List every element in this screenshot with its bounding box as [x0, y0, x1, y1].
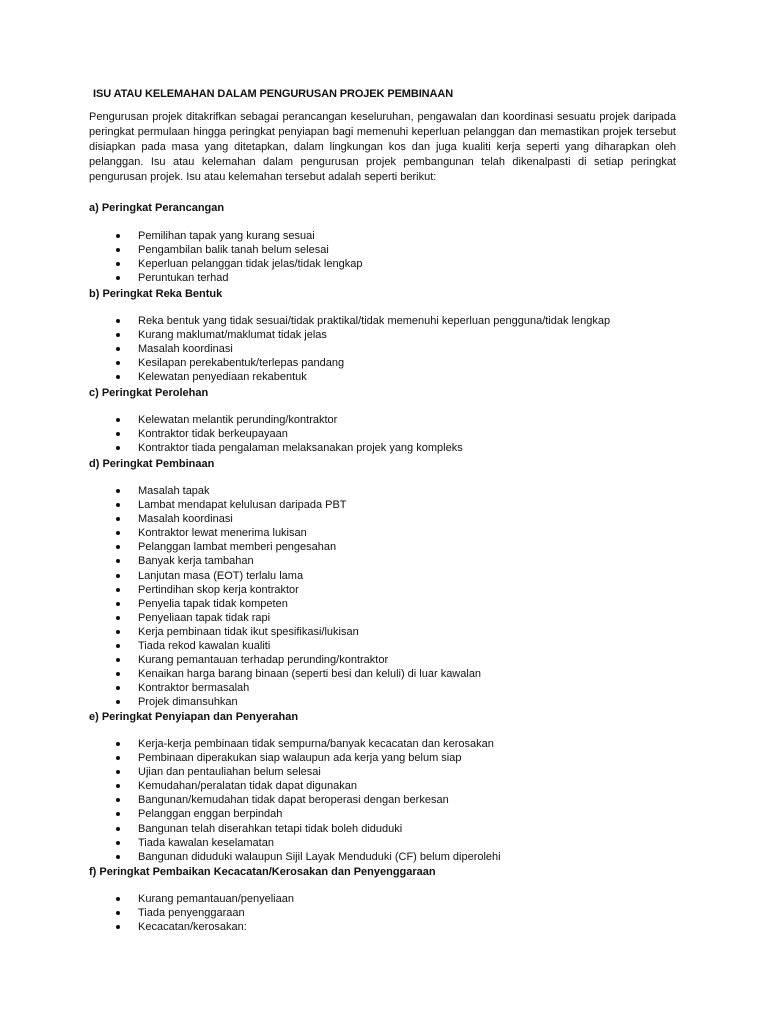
list-item-text: Kontraktor tiada pengalaman melaksanakan projek yang kompleks	[138, 442, 463, 455]
list-item-text: Masalah koordinasi	[138, 513, 233, 526]
list-item-text: Pengambilan balik tanah belum selesai	[138, 244, 329, 257]
bullet-icon	[116, 644, 120, 648]
bullet-icon	[116, 897, 120, 901]
list-item-text: Bangunan/kemudahan tidak dapat beroperasi dengan berkesan	[138, 794, 449, 807]
list-item-text: Kontraktor tidak berkeupayaan	[138, 428, 288, 441]
list-item	[0, 441, 463, 455]
bullet-icon	[116, 798, 120, 802]
bullet-icon	[116, 812, 120, 816]
list-item	[0, 271, 362, 285]
list-item-text: Kurang pemantauan/penyeliaan	[138, 893, 294, 905]
bullet-list-perolehan	[0, 413, 463, 455]
bullet-icon	[116, 503, 120, 507]
list-item	[0, 822, 501, 836]
list-item	[0, 611, 481, 625]
bullet-icon	[116, 446, 120, 450]
list-item-text: Pelanggan enggan berpindah	[138, 808, 283, 821]
bullet-icon	[116, 700, 120, 704]
list-item	[0, 681, 481, 695]
list-item	[0, 906, 294, 920]
list-item	[0, 498, 481, 512]
list-item	[0, 737, 501, 751]
list-item-text: Penyelia tapak tidak kompeten	[138, 597, 288, 610]
list-item-text: Penyeliaan tapak tidak rapi	[138, 611, 271, 624]
list-item-text: Kesilapan perekabentuk/terlepas pandang	[138, 357, 345, 370]
list-item-text: Kurang pemantauan terhadap perunding/kontraktor	[138, 654, 389, 667]
list-item-text: Bangunan telah diserahkan tetapi tidak boleh diduduki	[138, 822, 403, 835]
list-item	[0, 850, 501, 864]
section-heading-penyiapan: e) Peringkat Penyiapan dan Penyerahan	[89, 711, 299, 723]
list-item	[0, 512, 481, 526]
list-item	[0, 484, 481, 498]
bullet-icon	[116, 262, 120, 266]
list-item	[0, 257, 362, 271]
bullet-icon	[116, 248, 120, 252]
list-item-text: Peruntukan terhad	[138, 272, 229, 285]
list-item	[0, 342, 610, 356]
bullet-icon	[116, 531, 120, 535]
section-heading-pembaikan: f) Peringkat Pembaikan Kecacatan/Kerosakan dan Penyenggaraan	[89, 866, 436, 878]
list-item-text: Pelanggan lambat memberi pengesahan	[138, 541, 337, 554]
bullet-icon	[116, 630, 120, 634]
list-item-text: Kenaikan harga barang binaan (seperti besi dan keluli) di luar kawalan	[138, 668, 482, 681]
list-item	[0, 328, 610, 342]
bullet-icon	[116, 234, 120, 238]
bullet-icon	[116, 784, 120, 788]
list-item	[0, 653, 481, 667]
bullet-icon	[116, 545, 120, 549]
bullet-icon	[116, 742, 120, 746]
bullet-icon	[116, 686, 120, 690]
bullet-list-reka-bentuk	[0, 314, 610, 384]
list-item	[0, 639, 481, 653]
section-heading-perancangan: a) Peringkat Perancangan	[89, 202, 225, 214]
document-title: ISU ATAU KELEMAHAN DALAM PENGURUSAN PROJEK PEMBINAAN	[93, 88, 454, 100]
list-item-text: Masalah koordinasi	[138, 343, 233, 356]
list-item-text: Kurang maklumat/maklumat tidak jelas	[138, 329, 327, 342]
bullet-icon	[116, 432, 120, 436]
list-item-text: Kecacatan/kerosakan:	[138, 921, 247, 934]
list-item-text: Pembinaan diperakukan siap walaupun ada kerja yang belum siap	[138, 752, 462, 765]
list-item	[0, 413, 463, 427]
list-item	[0, 554, 481, 568]
list-item	[0, 314, 610, 328]
list-item	[0, 370, 610, 384]
intro-paragraph: Pengurusan projek ditakrifkan sebagai perancangan keseluruhan, pengawalan dan koordinasi sesuatu projek daripada peringkat permulaan hingga peringkat penyiapan bagi memenuhi keperluan pelanggan dan memastikan projek tersebut disiapkan pada masa yang ditetapkan, dalam lingkungan kos dan juga kualiti kerja seperti yang diharapkan oleh pelanggan. Isu atau kelemahan dalam pengurusan projek pembangunan telah dikenalpasti di setiap peringkat pengurusan projek. Isu atau kelemahan tersebut adalah seperti berikut:	[89, 111, 676, 183]
list-item	[0, 920, 294, 934]
bullet-icon	[116, 770, 120, 774]
bullet-icon	[116, 489, 120, 493]
bullet-icon	[116, 361, 120, 365]
bullet-icon	[116, 588, 120, 592]
list-item-text: Kelewatan penyediaan rekabentuk	[138, 371, 307, 384]
list-item	[0, 695, 481, 709]
list-item-text: Lanjutan masa (EOT) terlalu lama	[138, 569, 304, 582]
bullet-icon	[116, 672, 120, 676]
list-item-text: Masalah tapak	[138, 485, 210, 497]
list-item	[0, 583, 481, 597]
bullet-list-penyiapan	[0, 737, 501, 864]
bullet-list-perancangan	[0, 229, 362, 285]
bullet-list-pembinaan	[0, 484, 481, 710]
bullet-icon	[116, 574, 120, 578]
list-item-text: Tiada rekod kawalan kualiti	[138, 640, 271, 653]
list-item-text: Pertindihan skop kerja kontraktor	[138, 583, 299, 596]
bullet-icon	[116, 333, 120, 337]
list-item	[0, 569, 481, 583]
list-item	[0, 597, 481, 611]
list-item-text: Kerja pembinaan tidak ikut spesifikasi/lukisan	[138, 625, 359, 638]
list-item	[0, 793, 501, 807]
bullet-icon	[116, 347, 120, 351]
bullet-icon	[116, 925, 120, 929]
bullet-icon	[116, 756, 120, 760]
list-item	[0, 243, 362, 257]
bullet-icon	[116, 616, 120, 620]
list-item-text: Kontraktor bermasalah	[138, 682, 250, 695]
list-item	[0, 765, 501, 779]
list-item	[0, 667, 481, 681]
list-item	[0, 427, 463, 441]
list-item-text: Projek dimansuhkan	[138, 696, 238, 709]
section-heading-reka-bentuk: b) Peringkat Reka Bentuk	[89, 288, 223, 300]
list-item	[0, 625, 481, 639]
list-item	[0, 807, 501, 821]
list-item	[0, 356, 610, 370]
list-item-text: Kemudahan/peralatan tidak dapat digunakan	[138, 780, 357, 793]
bullet-icon	[116, 911, 120, 915]
bullet-icon	[116, 855, 120, 859]
list-item	[0, 836, 501, 850]
list-item	[0, 229, 362, 243]
bullet-icon	[116, 658, 120, 662]
section-heading-pembinaan: d) Peringkat Pembinaan	[89, 458, 215, 470]
list-item-text: Tiada kawalan keselamatan	[138, 836, 274, 849]
bullet-icon	[116, 841, 120, 845]
bullet-icon	[116, 276, 120, 280]
list-item-text: Tiada penyenggaraan	[138, 907, 245, 920]
bullet-icon	[116, 517, 120, 521]
list-item	[0, 892, 294, 906]
bullet-icon	[116, 319, 120, 323]
list-item	[0, 779, 501, 793]
bullet-list-pembaikan	[0, 892, 294, 934]
list-item-text: Reka bentuk yang tidak sesuai/tidak praktikal/tidak memenuhi keperluan pengguna/tidak lengkap	[138, 315, 611, 327]
list-item-text: Kelewatan melantik perunding/kontraktor	[138, 414, 338, 426]
bullet-icon	[116, 418, 120, 422]
list-item-text: Kerja-kerja pembinaan tidak sempurna/banyak kecacatan dan kerosakan	[138, 738, 494, 750]
list-item-text: Pemilihan tapak yang kurang sesuai	[138, 230, 315, 242]
bullet-icon	[116, 375, 120, 379]
section-heading-perolehan: c) Peringkat Perolehan	[89, 387, 209, 399]
list-item-text: Keperluan pelanggan tidak jelas/tidak lengkap	[138, 258, 363, 271]
bullet-icon	[116, 827, 120, 831]
list-item-text: Ujian dan pentauliahan belum selesai	[138, 766, 321, 779]
bullet-icon	[116, 602, 120, 606]
list-item	[0, 526, 481, 540]
list-item-text: Banyak kerja tambahan	[138, 555, 254, 568]
list-item	[0, 540, 481, 554]
list-item	[0, 751, 501, 765]
bullet-icon	[116, 559, 120, 563]
list-item-text: Kontraktor lewat menerima lukisan	[138, 527, 307, 540]
list-item-text: Bangunan diduduki walaupun Sijil Layak Menduduki (CF) belum diperolehi	[138, 850, 501, 863]
list-item-text: Lambat mendapat kelulusan daripada PBT	[138, 499, 347, 512]
